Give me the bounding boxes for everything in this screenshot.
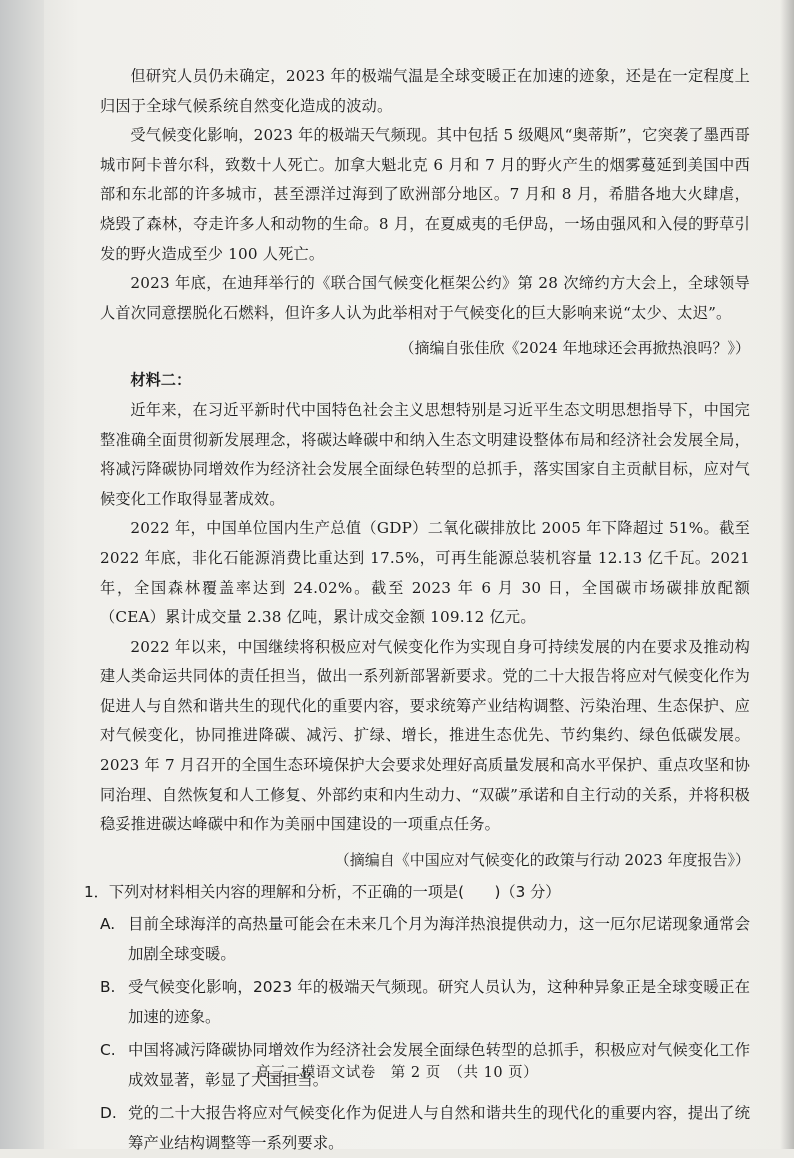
option-d-text: 党的二十大报告将应对气候变化作为促进人与自然和谐共生的现代化的重要内容，提出了统筹产业结构调整等一系列要求。 bbox=[128, 1103, 750, 1152]
option-d-letter: D. bbox=[100, 1103, 117, 1122]
answer-options bbox=[100, 909, 750, 1158]
option-a-text: 目前全球海洋的高热量可能会在未来几个月为海洋热浪提供动力，这一厄尔尼诺现象通常会加剧全球变暖。 bbox=[128, 914, 750, 963]
page-footer: 高三二模语文试卷 第 2 页 （共 10 页） bbox=[255, 1065, 539, 1081]
material2-heading: 材料二： bbox=[130, 371, 192, 390]
question-stem: 1．下列对材料相关内容的理解和分析，不正确的一项是( )（3 分） bbox=[84, 882, 561, 901]
material1-paragraph-2: 受气候变化影响，2023 年的极端天气频现。其中包括 5 级飓风“奥蒂斯”，它突袭了墨西哥城市阿卡普尔科，致数十人死亡。加拿大魁北克 6 月和 7 月的野火产生的烟雾蔓延到美国中西部和东北部的许多城市，甚至漂洋过海到了欧洲部分地区。7 月和 8 月，希腊各地大火肆虐，烧毁了森林，夺走许多人和动物的生命。8 月，在夏威夷的毛伊岛，一场由强风和入侵的野草引发的野火造成至少 100 人死亡。 bbox=[100, 126, 750, 263]
material2-paragraph-3: 2022 年以来，中国继续将积极应对气候变化作为实现自身可持续发展的内在要求及推动构建人类命运共同体的责任担当，做出一系列新部署新要求。党的二十大报告将应对气候变化作为促进人与自然和谐共生的现代化的重要内容，要求统筹产业结构调整、污染治理、生态保护、应对气候变化，协同推进降碳、减污、扩绿、增长，推进生态优先、节约集约、绿色低碳发展。2023 年 7 月召开的全国生态环境保护大会要求处理好高质量发展和高水平保护、重点攻坚和协同治理、自然恢复和人工修复、外部约束和内生动力、“双碳”承诺和自主行动的关系，并将积极稳妥推进碳达峰碳中和作为美丽中国建设的一项重点任务。 bbox=[100, 637, 750, 834]
option-b-text: 受气候变化影响，2023 年的极端天气频现。研究人员认为，这种种异象正是全球变暖正在加速的迹象。 bbox=[128, 977, 750, 1026]
option-c-letter: C. bbox=[100, 1040, 116, 1059]
material2-paragraph-1: 近年来，在习近平新时代中国特色社会主义思想特别是习近平生态文明思想指导下，中国完整准确全面贯彻新发展理念，将碳达峰碳中和纳入生态文明建设整体布局和经济社会发展全局，将减污降碳协同增效作为经济社会发展全面绿色转型的总抓手，落实国家自主贡献目标，应对气候变化工作取得显著成效。 bbox=[100, 400, 750, 508]
material1-paragraph-1: 但研究人员仍未确定，2023 年的极端气温是全球变暖正在加速的迹象，还是在一定程度上归因于全球气候系统自然变化造成的波动。 bbox=[100, 67, 750, 115]
option-a[interactable] bbox=[100, 909, 750, 969]
option-b-letter: B. bbox=[100, 977, 116, 996]
material2-source: （摘编自《中国应对气候变化的政策与行动 2023 年度报告》） bbox=[334, 850, 750, 869]
option-a-letter: A. bbox=[100, 914, 116, 933]
material2-paragraph-2: 2022 年，中国单位国内生产总值（GDP）二氧化碳排放比 2005 年下降超过 51%。截至 2022 年底，非化石能源消费比重达到 17.5%，可再生能源总装机容量 12.13 亿千瓦。2021 年，全国森林覆盖率达到 24.02%。截至 2023 年 6 月 30 日，全国碳市场碳排放配额（CEA）累计成交量 2.38 亿吨，累计成交金额 109.12 亿元。 bbox=[100, 519, 751, 627]
material1-paragraph-3: 2023 年底，在迪拜举行的《联合国气候变化框架公约》第 28 次缔约方大会上，全球领导人首次同意摆脱化石燃料，但许多人认为此举相对于气候变化的巨大影响来说“太少、太迟”。 bbox=[100, 274, 750, 322]
option-c-text: 中国将减污降碳协同增效作为经济社会发展全面绿色转型的总抓手，积极应对气候变化工作成效显著，彰显了大国担当。 bbox=[128, 1040, 750, 1089]
material1-source: （摘编自张佳欣《2024 年地球还会再掀热浪吗？》） bbox=[399, 339, 750, 358]
option-b[interactable] bbox=[100, 972, 750, 1032]
